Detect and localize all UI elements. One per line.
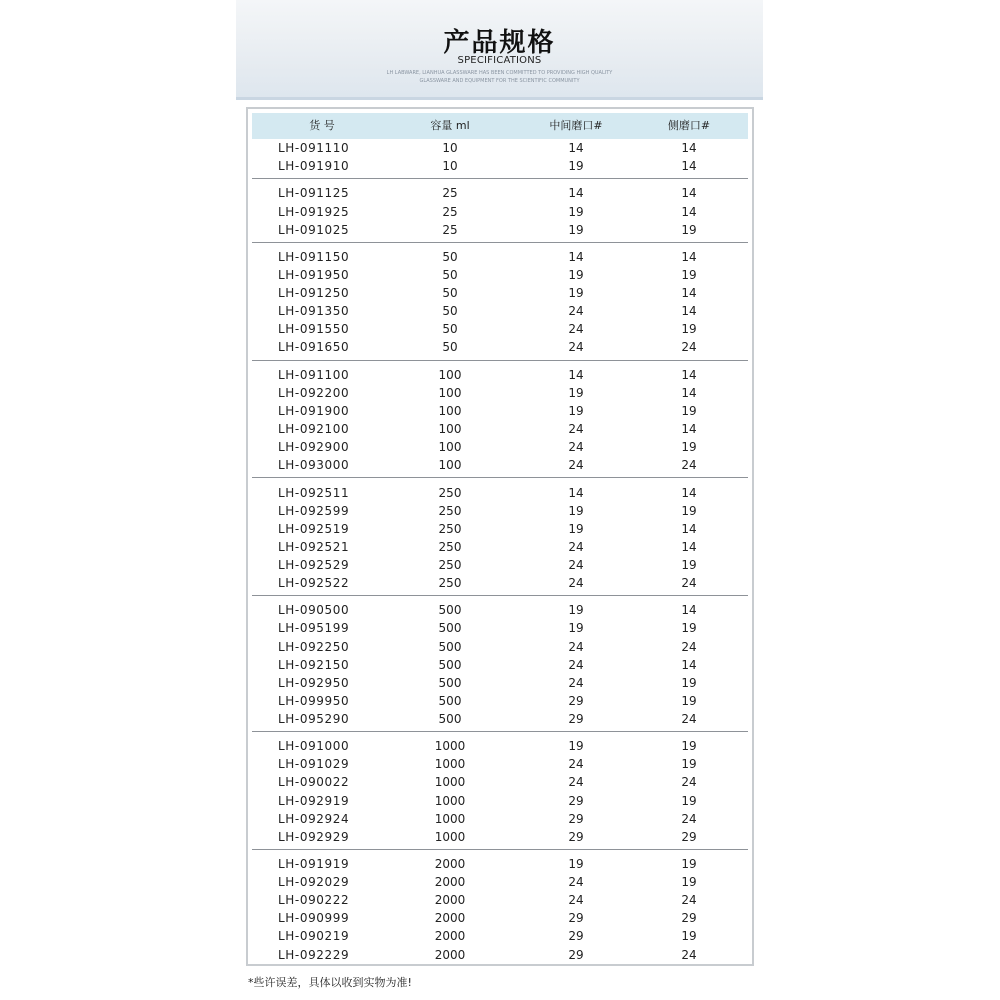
side-joint-cell: 24 — [681, 340, 697, 355]
volume-ml-cell: 1000 — [434, 739, 466, 754]
spec-table — [246, 107, 754, 966]
side-joint-cell: 29 — [681, 829, 697, 844]
side-joint-cell: 19 — [681, 929, 697, 944]
product-code-cell: LH-092929 — [278, 829, 350, 844]
volume-ml-cell: 500 — [438, 693, 462, 708]
column-header-code: 货 号 — [309, 119, 335, 132]
volume-ml-cell: 100 — [438, 367, 462, 382]
product-code-cell: LH-092522 — [278, 576, 350, 590]
middle-joint-cell: 19 — [568, 857, 584, 871]
volume-ml-cell: 250 — [438, 557, 462, 572]
column-header-side-joint: 侧磨口# — [667, 119, 711, 132]
volume-ml-cell: 50 — [442, 268, 458, 282]
volume-ml-cell: 25 — [442, 222, 458, 237]
side-joint-cell: 19 — [681, 268, 697, 282]
product-code-cell: LH-092950 — [278, 675, 350, 690]
product-code-cell: LH-091900 — [278, 403, 350, 418]
middle-joint-cell: 19 — [568, 403, 584, 418]
middle-joint-cell: 24 — [568, 340, 584, 355]
middle-joint-cell: 14 — [568, 141, 584, 155]
side-joint-cell: 14 — [681, 485, 697, 500]
side-joint-cell: 14 — [681, 422, 697, 436]
side-joint-cell: 24 — [681, 458, 697, 473]
side-joint-cell: 19 — [681, 693, 697, 708]
middle-joint-cell: 24 — [568, 440, 584, 455]
side-joint-cell: 14 — [681, 204, 697, 219]
volume-ml-cell: 500 — [438, 639, 462, 654]
volume-ml-cell: 2000 — [434, 911, 466, 926]
middle-joint-cell: 24 — [568, 322, 584, 337]
product-code-cell: LH-092511 — [278, 485, 350, 500]
product-code-cell: LH-099950 — [278, 693, 350, 708]
product-code-cell: LH-090022 — [278, 775, 350, 790]
volume-ml-cell: 2000 — [434, 875, 466, 890]
middle-joint-cell: 14 — [568, 186, 584, 201]
volume-ml-cell: 250 — [438, 503, 462, 518]
side-joint-cell: 14 — [681, 304, 697, 319]
product-code-cell: LH-091025 — [278, 222, 350, 237]
side-joint-cell: 14 — [681, 603, 697, 618]
middle-joint-cell: 14 — [568, 249, 584, 264]
volume-ml-cell: 50 — [442, 322, 458, 337]
middle-joint-cell: 19 — [568, 204, 584, 219]
product-code-cell: LH-092919 — [278, 793, 350, 808]
side-joint-cell: 19 — [681, 793, 697, 808]
group-divider — [252, 242, 748, 243]
header-banner — [236, 0, 763, 100]
middle-joint-cell: 24 — [568, 657, 584, 672]
volume-ml-cell: 500 — [438, 657, 462, 672]
product-code-cell: LH-091910 — [278, 159, 350, 174]
product-code-cell: LH-092521 — [278, 539, 350, 554]
volume-ml-cell: 250 — [438, 485, 462, 500]
product-code-cell: LH-092519 — [278, 521, 350, 536]
middle-joint-cell: 24 — [568, 539, 584, 554]
middle-joint-cell: 19 — [568, 521, 584, 536]
middle-joint-cell: 24 — [568, 304, 584, 319]
group-divider — [252, 477, 748, 478]
middle-joint-cell: 14 — [568, 367, 584, 382]
side-joint-cell: 24 — [681, 893, 697, 908]
middle-joint-cell: 29 — [568, 929, 584, 944]
product-code-cell: LH-090222 — [278, 893, 350, 908]
product-code-cell: LH-091350 — [278, 304, 350, 319]
group-divider — [252, 360, 748, 361]
volume-ml-cell: 25 — [442, 186, 458, 201]
side-joint-cell: 19 — [681, 222, 697, 237]
side-joint-cell: 19 — [681, 757, 697, 772]
volume-ml-cell: 50 — [442, 249, 458, 264]
side-joint-cell: 14 — [681, 159, 697, 174]
table-header-row — [252, 113, 748, 139]
page-subtitle: SPECIFICATIONS — [457, 55, 542, 66]
volume-ml-cell: 2000 — [434, 893, 466, 908]
volume-ml-cell: 1000 — [434, 793, 466, 808]
volume-ml-cell: 1000 — [434, 775, 466, 790]
side-joint-cell: 29 — [681, 911, 697, 926]
middle-joint-cell: 29 — [568, 693, 584, 708]
product-code-cell: LH-091919 — [278, 857, 350, 871]
middle-joint-cell: 24 — [568, 639, 584, 654]
middle-joint-cell: 24 — [568, 422, 584, 436]
middle-joint-cell: 29 — [568, 811, 584, 826]
middle-joint-cell: 29 — [568, 829, 584, 844]
product-code-cell: LH-091150 — [278, 249, 350, 264]
middle-joint-cell: 24 — [568, 875, 584, 890]
middle-joint-cell: 19 — [568, 739, 584, 754]
side-joint-cell: 14 — [681, 249, 697, 264]
side-joint-cell: 24 — [681, 775, 697, 790]
product-code-cell: LH-095290 — [278, 711, 350, 726]
volume-ml-cell: 250 — [438, 539, 462, 554]
side-joint-cell: 14 — [681, 385, 697, 400]
volume-ml-cell: 1000 — [434, 757, 466, 772]
middle-joint-cell: 24 — [568, 893, 584, 908]
side-joint-cell: 24 — [681, 576, 697, 590]
product-code-cell: LH-092250 — [278, 639, 350, 654]
product-code-cell: LH-090500 — [278, 603, 350, 618]
middle-joint-cell: 24 — [568, 557, 584, 572]
product-code-cell: LH-092100 — [278, 422, 350, 436]
middle-joint-cell: 19 — [568, 159, 584, 174]
side-joint-cell: 24 — [681, 811, 697, 826]
volume-ml-cell: 100 — [438, 403, 462, 418]
side-joint-cell: 19 — [681, 322, 697, 337]
product-code-cell: LH-091110 — [278, 141, 350, 155]
side-joint-cell: 24 — [681, 947, 697, 962]
side-joint-cell: 24 — [681, 711, 697, 726]
middle-joint-cell: 24 — [568, 675, 584, 690]
volume-ml-cell: 10 — [442, 159, 458, 174]
group-divider — [252, 849, 748, 850]
product-code-cell: LH-090219 — [278, 929, 350, 944]
product-code-cell: LH-091925 — [278, 204, 350, 219]
product-code-cell: LH-092924 — [278, 811, 350, 826]
side-joint-cell: 19 — [681, 621, 697, 636]
product-code-cell: LH-092200 — [278, 385, 350, 400]
middle-joint-cell: 29 — [568, 711, 584, 726]
volume-ml-cell: 2000 — [434, 857, 466, 871]
volume-ml-cell: 50 — [442, 340, 458, 355]
middle-joint-cell: 19 — [568, 385, 584, 400]
group-divider — [252, 178, 748, 179]
side-joint-cell: 14 — [681, 186, 697, 201]
volume-ml-cell: 1000 — [434, 829, 466, 844]
footnote: *些许误差，具体以收到实物为准! — [248, 976, 412, 989]
product-code-cell: LH-092029 — [278, 875, 350, 890]
middle-joint-cell: 29 — [568, 947, 584, 962]
middle-joint-cell: 24 — [568, 757, 584, 772]
product-code-cell: LH-091550 — [278, 322, 350, 337]
middle-joint-cell: 19 — [568, 268, 584, 282]
volume-ml-cell: 250 — [438, 576, 462, 590]
volume-ml-cell: 100 — [438, 422, 462, 436]
product-code-cell: LH-091250 — [278, 286, 350, 301]
volume-ml-cell: 50 — [442, 286, 458, 301]
middle-joint-cell: 19 — [568, 286, 584, 301]
side-joint-cell: 19 — [681, 403, 697, 418]
product-code-cell: LH-091950 — [278, 268, 350, 282]
product-code-cell: LH-092529 — [278, 557, 350, 572]
product-code-cell: LH-090999 — [278, 911, 350, 926]
middle-joint-cell: 19 — [568, 503, 584, 518]
product-code-cell: LH-091650 — [278, 340, 350, 355]
middle-joint-cell: 19 — [568, 603, 584, 618]
side-joint-cell: 14 — [681, 367, 697, 382]
middle-joint-cell: 29 — [568, 793, 584, 808]
product-code-cell: LH-091125 — [278, 186, 350, 201]
middle-joint-cell: 24 — [568, 458, 584, 473]
volume-ml-cell: 25 — [442, 204, 458, 219]
side-joint-cell: 14 — [681, 539, 697, 554]
middle-joint-cell: 19 — [568, 621, 584, 636]
group-divider — [252, 731, 748, 732]
volume-ml-cell: 100 — [438, 458, 462, 473]
volume-ml-cell: 10 — [442, 141, 458, 155]
side-joint-cell: 24 — [681, 639, 697, 654]
product-code-cell: LH-091000 — [278, 739, 350, 754]
page-title: 产品规格 — [443, 28, 556, 58]
volume-ml-cell: 500 — [438, 711, 462, 726]
side-joint-cell: 14 — [681, 286, 697, 301]
side-joint-cell: 19 — [681, 440, 697, 455]
volume-ml-cell: 2000 — [434, 947, 466, 962]
product-code-cell: LH-092150 — [278, 657, 350, 672]
middle-joint-cell: 19 — [568, 222, 584, 237]
side-joint-cell: 19 — [681, 875, 697, 890]
side-joint-cell: 14 — [681, 521, 697, 536]
side-joint-cell: 19 — [681, 739, 697, 754]
product-code-cell: LH-091029 — [278, 757, 350, 772]
middle-joint-cell: 24 — [568, 576, 584, 590]
volume-ml-cell: 250 — [438, 521, 462, 536]
volume-ml-cell: 100 — [438, 385, 462, 400]
side-joint-cell: 19 — [681, 557, 697, 572]
middle-joint-cell: 24 — [568, 775, 584, 790]
volume-ml-cell: 100 — [438, 440, 462, 455]
side-joint-cell: 14 — [681, 657, 697, 672]
side-joint-cell: 19 — [681, 675, 697, 690]
side-joint-cell: 14 — [681, 141, 697, 155]
product-code-cell: LH-091100 — [278, 367, 350, 382]
column-header-volume: 容量 ml — [430, 119, 470, 132]
middle-joint-cell: 14 — [568, 485, 584, 500]
product-code-cell: LH-095199 — [278, 621, 350, 636]
volume-ml-cell: 50 — [442, 304, 458, 319]
tagline: LH LABWARE, LIANHUA GLASSWARE HAS BEEN COMMITTED TO PROVIDING HIGH QUALITY GLASSWARE AND EQUIPMENT FOR THE SCIENTIFIC COMMUNITY — [386, 70, 613, 84]
product-code-cell: LH-093000 — [278, 458, 350, 473]
volume-ml-cell: 500 — [438, 621, 462, 636]
volume-ml-cell: 500 — [438, 603, 462, 618]
volume-ml-cell: 1000 — [434, 811, 466, 826]
volume-ml-cell: 500 — [438, 675, 462, 690]
volume-ml-cell: 2000 — [434, 929, 466, 944]
product-code-cell: LH-092900 — [278, 440, 350, 455]
product-code-cell: LH-092599 — [278, 503, 350, 518]
side-joint-cell: 19 — [681, 503, 697, 518]
side-joint-cell: 19 — [681, 857, 697, 871]
middle-joint-cell: 29 — [568, 911, 584, 926]
product-code-cell: LH-092229 — [278, 947, 350, 962]
group-divider — [252, 595, 748, 596]
column-header-middle-joint: 中间磨口# — [549, 119, 603, 132]
